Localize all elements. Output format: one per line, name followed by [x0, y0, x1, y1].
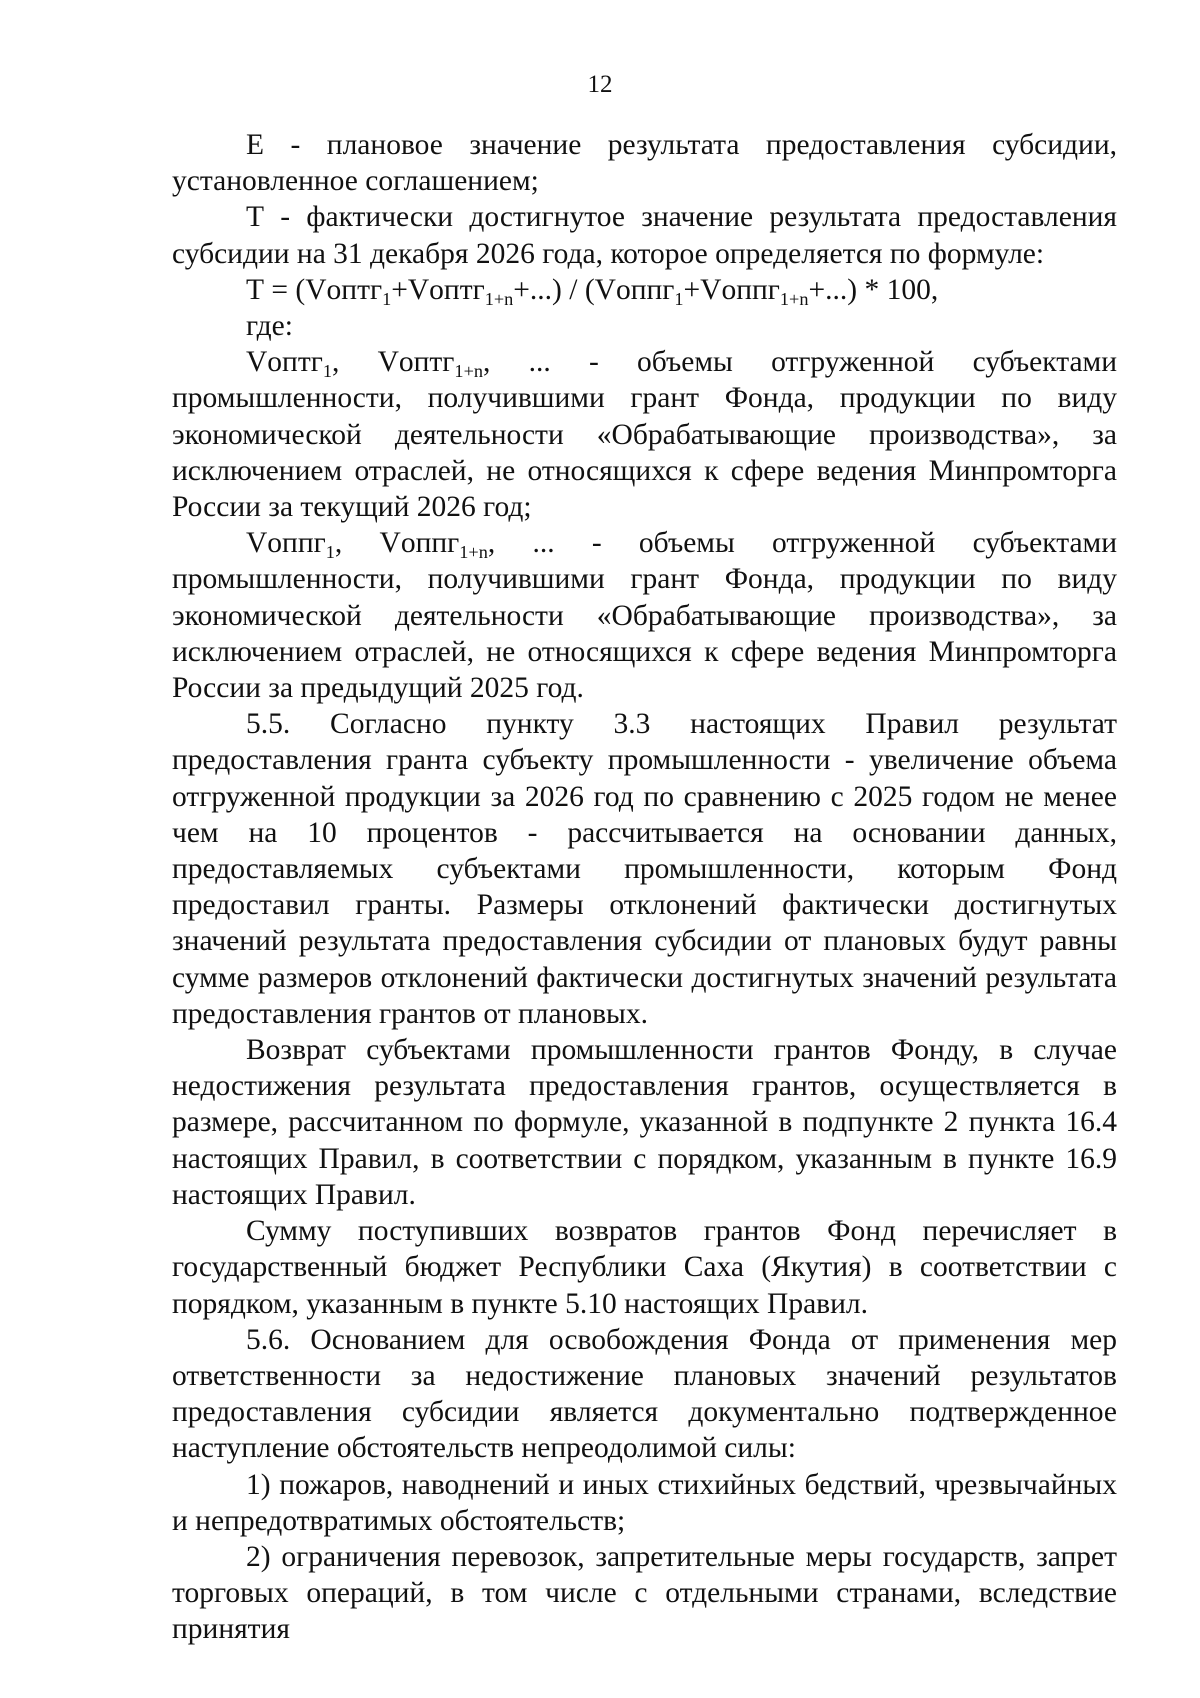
where-label: где: [246, 310, 293, 343]
vopp-definition-text: , ... - объемы отгруженной субъектами промышленности, получившими грант Фонда, продукции по виду экономической деятельности «Обрабатывающие производства», за исключением отраслей, не относящихся к сфере ведения Минпромторга России за предыдущий 2025 год. [172, 527, 1118, 705]
formula-vopt-2: Vоптг [407, 273, 485, 306]
list-item-1: 1) пожаров, наводнений и иных стихийных бедствий, чрезвычайных и непредотвратимых обстоятельств; [172, 1468, 1117, 1537]
formula-mid: +...) / ( [513, 273, 595, 306]
vopp-sub-1: 1 [325, 542, 335, 563]
paragraph-5-5: 5.5. Согласно пункту 3.3 настоящих Правил результат предоставления гранта субъекту промышленности - увеличение объема отгруженной продукции за 2026 год по сравнению с 2025 годом не менее чем на 10 процентов - рассчитывается на основании данных, предоставляемых субъектами промышленности, которым Фонд предоставил гранты. Размеры отклонений фактически достигнутых значений результата предоставления субсидии от плановых будут равны сумме размеров отклонений фактически достигнутых значений результата предоставления грантов от плановых. [172, 708, 1117, 1030]
vopt-sub-2: 1+n [454, 361, 484, 382]
paragraph-grant-return: Возврат субъектами промышленности грантов Фонду, в случае недостижения результата предоставления грантов, осуществляется в размере, рассчитанном по формуле, указанной в подпункте 2 пункта 16.4 настоящих Правил, в соответствии с порядком, указанным в пункте 16.9 настоящих Правил. [172, 1034, 1117, 1211]
paragraph-returns-transfer: Сумму поступивших возвратов грантов Фонд перечисляет в государственный бюджет Республики Саха (Якутия) в соответствии с порядком, указанным в пункте 5.10 настоящих Правил. [172, 1215, 1117, 1320]
list-item-2: 2) ограничения перевозок, запретительные меры государств, запрет торговых операций, в том числе с отдельными странами, вследствие принятия [172, 1540, 1117, 1646]
formula-sub-2: 1+n [484, 288, 514, 309]
document-body [172, 127, 1117, 1648]
formula-plus-2: + [683, 273, 701, 306]
vopt-sub-1: 1 [322, 361, 332, 382]
formula-plus-1: + [391, 273, 408, 306]
vopt-definition-text: , ... - объемы отгруженной субъектами промышленности, получившими грант Фонда, продукции по виду экономической деятельности «Обрабатывающие производства», за исключением отраслей, не относящихся к сфере ведения Минпромторга России за текущий 2026 год; [172, 346, 1117, 524]
formula-tail: +...) * 100, [808, 273, 939, 306]
vopp-sub-2: 1+n [459, 542, 488, 563]
formula-sub-4: 1+n [779, 288, 809, 309]
vopp-term-1: Vоппг [246, 527, 326, 560]
vopt-term-2: Vоптг [377, 346, 455, 379]
vopp-term-2: Vоппг [379, 527, 460, 560]
formula-vopt-1: Vоптг [305, 273, 383, 306]
formula-vopp-2: Vоппг [700, 273, 780, 306]
paragraph-vopt-definition [172, 344, 1117, 525]
vopp-separator: , [334, 527, 380, 560]
vopt-term-1: Vоптг [246, 346, 323, 379]
paragraph-vopp-definition [172, 525, 1117, 706]
vopt-separator: , [331, 346, 378, 379]
paragraph-5-6: 5.6. Основанием для освобождения Фонда от применения мер ответственности за недостижение плановых значений результатов предоставления субсидии является документально подтвержденное наступление обстоятельств непреодолимой силы: [172, 1323, 1117, 1465]
page-number: 12 [587, 71, 613, 98]
formula-sub-1: 1 [382, 288, 392, 309]
paragraph-t-definition: Т - фактически достигнутое значение результата предоставления субсидии на 31 декабря 2026 года, которое определяется по формуле: [172, 201, 1117, 270]
formula-lhs: Т = ( [246, 273, 306, 306]
formula-sub-3: 1 [674, 288, 684, 309]
formula-t [172, 272, 1117, 308]
formula-vopp-1: Vоппг [594, 273, 675, 306]
paragraph-e-definition: Е - плановое значение результата предоставления субсидии, установленное соглашением; [172, 129, 1117, 198]
